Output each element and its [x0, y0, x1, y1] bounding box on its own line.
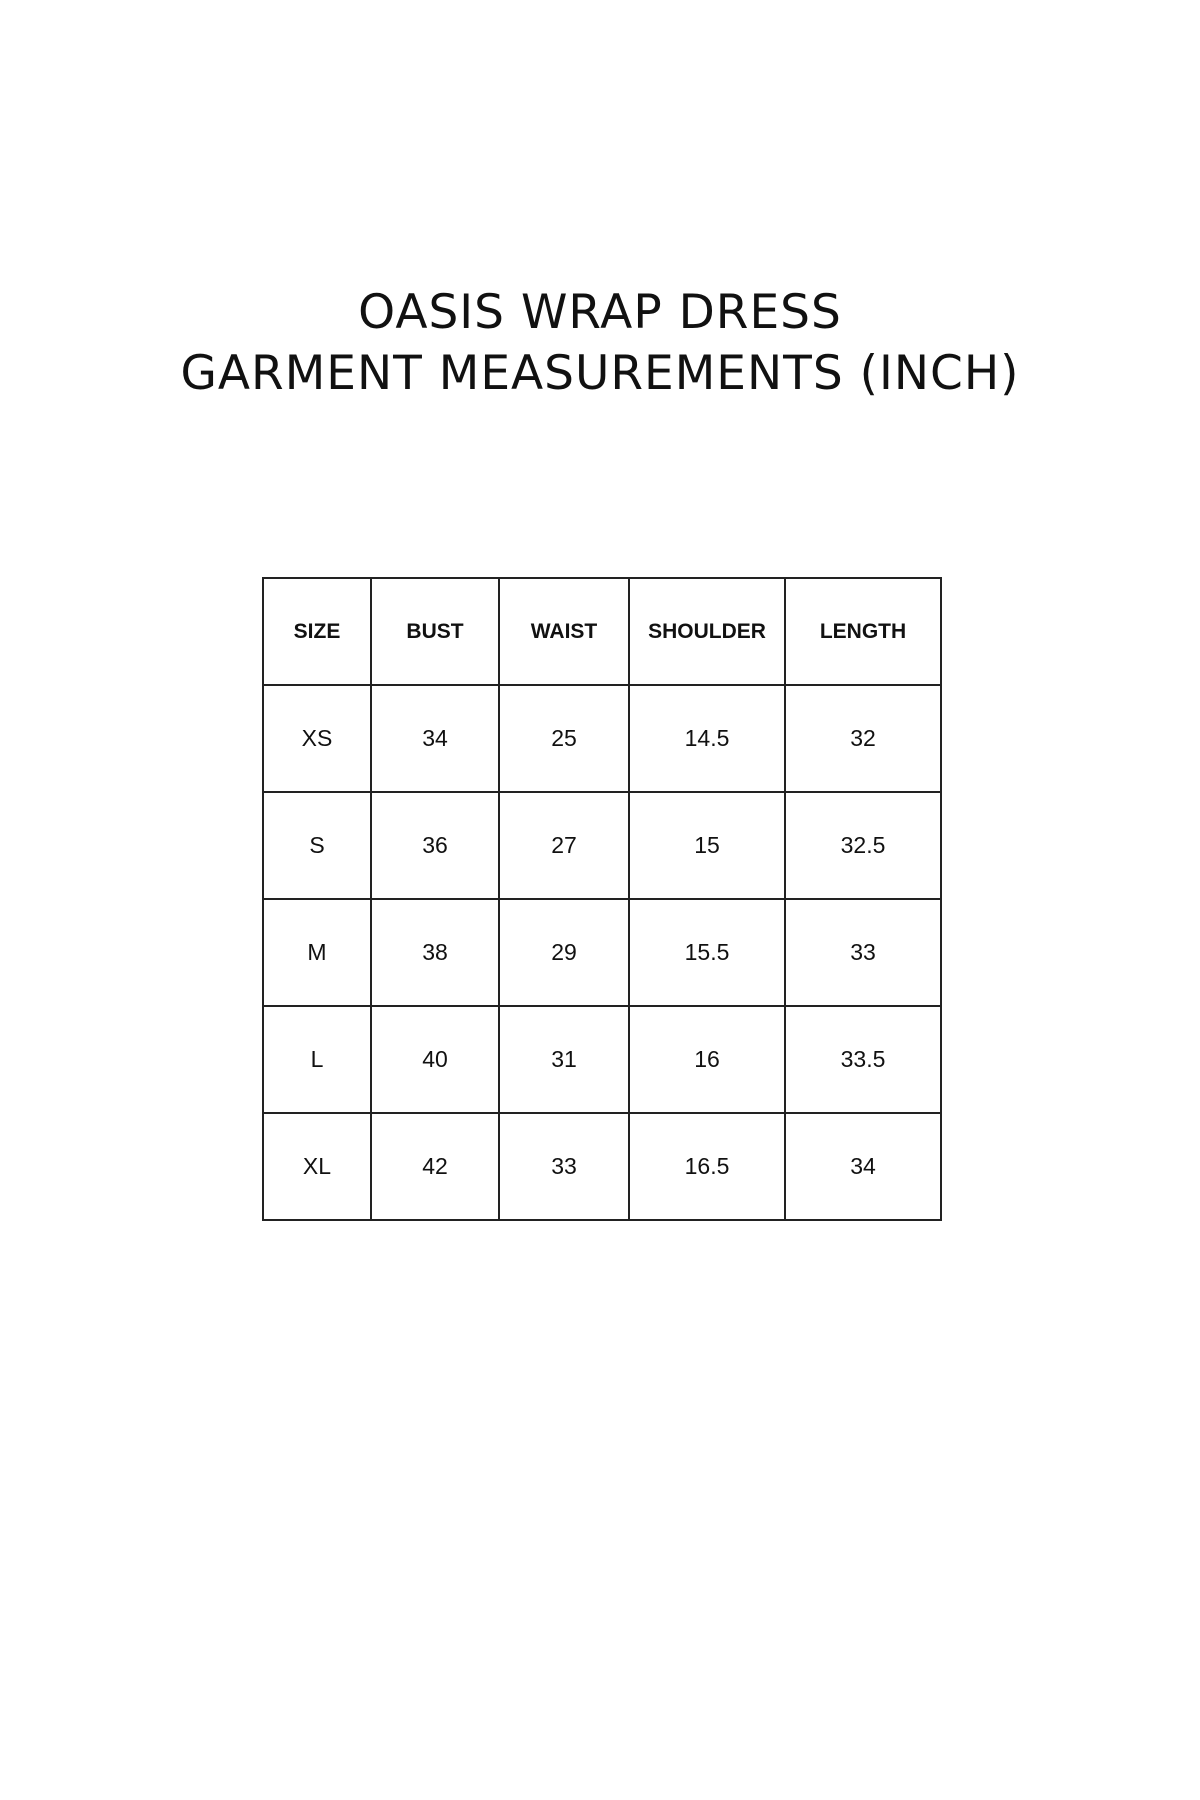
- page-title: [0, 282, 1200, 404]
- table-row: [263, 1006, 941, 1113]
- cell-waist: 33: [499, 1113, 629, 1220]
- title-line-product: OASIS WRAP DRESS: [358, 285, 842, 340]
- cell-length: 34: [785, 1113, 941, 1220]
- cell-shoulder: 15.5: [629, 899, 785, 1006]
- table-row: [263, 792, 941, 899]
- cell-size: M: [263, 899, 371, 1006]
- cell-bust: 42: [371, 1113, 499, 1220]
- cell-bust: 38: [371, 899, 499, 1006]
- cell-shoulder: 15: [629, 792, 785, 899]
- cell-size: S: [263, 792, 371, 899]
- header-shoulder: SHOULDER: [629, 578, 785, 685]
- header-bust: BUST: [371, 578, 499, 685]
- cell-bust: 34: [371, 685, 499, 792]
- cell-shoulder: 14.5: [629, 685, 785, 792]
- header-size: SIZE: [263, 578, 371, 685]
- cell-waist: 27: [499, 792, 629, 899]
- table-row: [263, 685, 941, 792]
- cell-length: 32.5: [785, 792, 941, 899]
- table-row: [263, 899, 941, 1006]
- cell-bust: 40: [371, 1006, 499, 1113]
- header-waist: WAIST: [499, 578, 629, 685]
- cell-bust: 36: [371, 792, 499, 899]
- table-header-row: [263, 578, 941, 685]
- measurement-table: [262, 577, 942, 1221]
- cell-length: 32: [785, 685, 941, 792]
- cell-waist: 31: [499, 1006, 629, 1113]
- cell-waist: 25: [499, 685, 629, 792]
- header-length: LENGTH: [785, 578, 941, 685]
- cell-length: 33.5: [785, 1006, 941, 1113]
- table-row: [263, 1113, 941, 1220]
- cell-size: XL: [263, 1113, 371, 1220]
- cell-shoulder: 16.5: [629, 1113, 785, 1220]
- cell-size: L: [263, 1006, 371, 1113]
- cell-size: XS: [263, 685, 371, 792]
- cell-length: 33: [785, 899, 941, 1006]
- cell-shoulder: 16: [629, 1006, 785, 1113]
- title-line-subtitle: GARMENT MEASUREMENTS (INCH): [180, 346, 1020, 401]
- cell-waist: 29: [499, 899, 629, 1006]
